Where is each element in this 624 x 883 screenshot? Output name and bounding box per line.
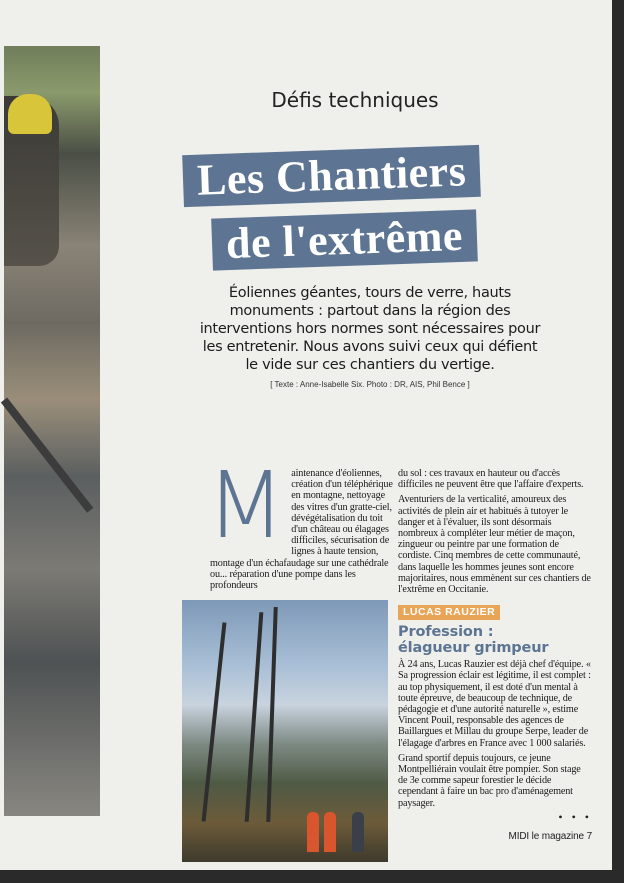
rope-worker-photo [4,46,100,816]
standfirst-block [195,284,545,389]
paragraph: Aventuriers de la verticalité, amoureux des activités de plein air et habitués à tutoyer le danger et à l'évaluer, ils sont désormais nombreux à compléter leur métier de maçon, zingueur ou peintre par une formation de cordiste. Cinq membres de cette communauté, dans laquelle les hommes jeunes sont encore majoritaires, nous emmènent sur ces chantiers de l'extrême en Occitanie. [398,494,591,596]
page-folio: MIDI le magazine 7 [508,830,592,842]
worker [324,812,336,852]
credit-line: [ Texte : Anne-Isabelle Six. Photo : DR, AIS, Phil Bence ] [270,380,470,389]
pylon [245,612,264,822]
headline-line-2: de l'extrême [211,209,478,270]
worker [307,812,319,852]
right-column [398,468,592,843]
drop-cap: M [206,452,286,559]
continue-marker: • • • [558,809,592,824]
worker [352,812,364,852]
heading-line: élagueur grimpeur [398,640,549,657]
standfirst: Éoliennes géantes, tours de verre, hauts monuments : partout dans la région des interventions hors normes sont nécessaires pour les entretenir. Nous avons suivi ceux qui défient le vide sur ces chantiers du vertige. [199,285,541,373]
helmet [8,94,52,134]
paragraph: du sol : ces travaux en hauteur ou d'accès difficiles ne peuvent être que l'affaire d'experts. [398,468,584,491]
power-line-photo [182,600,388,862]
paragraph: Grand sportif depuis toujours, ce jeune Montpelliérain voulait être pompier. Son stage de 3e comme sapeur forestier le décide cependant à faire un bac pro d'aménagement paysager. [398,752,581,809]
pylon [202,622,227,821]
intro-text: aintenance d'éoliennes, création d'un téléphérique en montagne, nettoyage des vitres d'un gratte-ciel, dévégétalisation du toit d'un château ou élagages difficiles, sécurisation de lignes à haute tension, montage d'un échafaudage sur une cathédrale ou... réparation d'une pompe dans les profondeurs [210,468,393,592]
profile-name-label: LUCAS RAUZIER [398,605,500,620]
section-kicker: Défis techniques [271,88,439,112]
paragraph: À 24 ans, Lucas Rauzier est déjà chef d'équipe. « Sa progression éclair est légitime, il est complet : au top physiquement, il est doté d'un mental à toute épreuve, de beaucoup de technique, de pédagogie et d'une autorité naturelle », estime Vincent Pouil, responsable des agences de Baillargues et Millau du groupe Serpe, leader de l'élagage d'arbres en France avec 1 000 salariés. [398,659,591,749]
intro-column [206,452,393,592]
cable [1,398,93,513]
pylon [266,607,278,822]
headline-line-1: Les Chantiers [182,145,481,207]
heading-line: Profession : [398,624,494,641]
profile-heading [398,624,592,656]
